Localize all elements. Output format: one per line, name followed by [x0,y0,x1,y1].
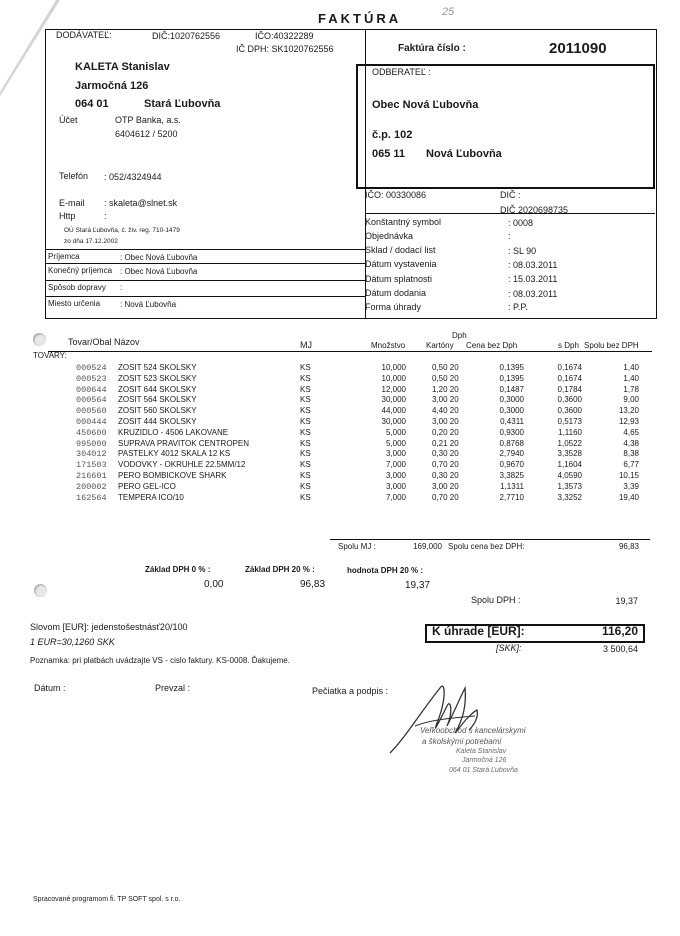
cell-qty: 3,000 [385,449,406,459]
constant-symbol-value: : 0008 [508,218,534,228]
cell-name: PASTELKY 4012 SKALA 12 KS [118,449,231,459]
order-value: : [508,231,511,241]
email-value: : skaleta@slnet.sk [104,198,178,208]
divider [45,263,365,264]
amount-due-skk-label: [SKK]: [496,643,522,653]
sum-mj-label: Spolu MJ : [338,542,376,551]
divider [45,249,365,250]
sum-mj-value: 169,000 [413,542,442,551]
supplier-street: Jarmočná 126 [75,80,149,92]
cell-total: 3,39 [623,481,639,491]
amount-due-label: K úhrade [EUR]: [432,624,525,638]
punch-hole [34,584,47,597]
stamp-signature-label: Pečiatka a podpis : [312,686,389,696]
cell-price: 2,7710 [499,492,524,502]
cell-price-vat: 0,1784 [557,384,582,394]
cell-price: 2,7940 [499,449,524,459]
date-label: Dátum : [34,683,66,693]
cell-price: 3,3825 [499,471,524,480]
supplier-city: Stará Ľubovňa [144,98,221,110]
cell-name: ZOSIT 444 SKOLSKY [118,417,197,426]
sum-price-label: Spolu cena bez DPH: [448,542,525,551]
customer-street: č.p. 102 [372,129,413,141]
cell-cartons: 0,30 20 [432,449,459,459]
customer-city: Nová Ľubovňa [426,148,502,160]
due-date-value: : 15.03.2011 [508,274,558,284]
cell-total: 6,77 [623,460,639,470]
vat-20-label: hodnota DPH 20 % : [347,566,424,575]
cell-name: ZOSIT 644 SKOLSKY [118,384,197,394]
cell-cartons: 0,50 20 [432,373,459,383]
cell-price-vat: 0,3600 [557,406,582,416]
amount-due-skk: 3 500,64 [602,644,638,654]
phone-label: Telefón [59,171,89,181]
col-mj-header: MJ [300,340,312,350]
cell-mj: KS [300,417,311,426]
cell-price-vat: 0,5173 [557,417,582,426]
handwritten-signature [385,668,495,768]
cell-name: TEMPERA ICO/10 [118,492,184,502]
recipient-value: : Obec Nová Ľubovňa [120,253,198,262]
constant-symbol-label: Konštantný symbol [365,217,442,227]
customer-ico: IČO: 00330086 [365,190,427,200]
customer-box [356,64,655,189]
signature-stroke [390,686,477,753]
cell-name: PERO GEL-ICO [118,481,176,491]
cell-name: ZOSIT 524 SKOLSKY [118,363,197,372]
invoice-number: 2011090 [549,40,607,57]
bank-account: 6404612 / 5200 [115,129,178,139]
vat-base-20-value: 96,83 [300,579,326,590]
cell-total: 19,40 [618,492,639,502]
final-recipient-label: Konečný príjemca [48,266,113,275]
cell-name: VODOVKY - OKRUHLE 22.5MM/12 [118,460,246,470]
cell-code: 000564 [76,395,107,406]
cell-price-vat: 1,3573 [557,481,582,491]
cell-price: 0,1487 [499,384,524,394]
amount-in-words: Slovom [EUR]: jedenstošestnásť20/100 [30,622,188,632]
destination-label: Miesto určenia [48,299,101,308]
recipient-label: Príjemca [48,252,80,261]
cell-cartons: 4,40 20 [432,406,459,416]
cell-code: 995000 [76,438,107,449]
cell-name: ZOSIT 560 SKOLSKY [118,406,197,416]
punch-hole [33,333,46,346]
cell-qty: 10,000 [381,373,406,383]
cell-name: ZOSIT 523 SKOLSKY [118,373,197,383]
supplier-label: DODÁVATEĽ: [56,30,112,40]
stamp-line: Jarmočná 126 [462,757,507,764]
cell-qty: 3,000 [385,481,406,491]
cell-price: 0,1395 [499,363,524,372]
cell-cartons: 1,20 20 [432,384,459,394]
cell-price-vat: 0,1674 [557,363,582,372]
payment-form-value: : P.P. [508,302,528,312]
cell-price: 0,1395 [499,373,524,383]
cell-qty: 5,000 [385,438,406,448]
cell-cartons: 0,70 20 [432,460,459,470]
amount-due-eur: 116,20 [601,624,638,638]
cell-mj: KS [300,492,311,502]
trade-register: OÚ Stará Ľubovňa, č. živ. reg. 710-1479 [64,227,180,234]
due-date-label: Dátum splatnosti [365,274,433,284]
cell-qty: 7,000 [385,460,406,470]
cell-code: 000444 [76,417,107,427]
stamp-line: Veľkoobchod s kancelárskymi [420,726,526,735]
exchange-rate: 1 EUR=30,1260 SKK [30,637,115,647]
cell-code: 304012 [76,449,107,460]
cell-cartons: 3,00 20 [432,417,459,426]
destination-value: : Nová Ľubovňa [120,300,177,309]
cell-mj: KS [300,471,311,480]
cell-name: KRUZIDLO - 4506 LAKOVANE [118,427,229,437]
customer-name: Obec Nová Ľubovňa [372,99,479,111]
cell-mj: KS [300,363,311,372]
cell-cartons: 0,20 20 [432,427,459,437]
cell-code: 000644 [76,384,107,395]
cell-qty: 44,000 [381,406,406,416]
cell-price-vat: 0,1674 [557,373,582,383]
cell-price-vat: 3,3528 [557,449,582,459]
cell-mj: KS [300,438,311,448]
cell-code: 216601 [76,471,107,481]
transport-label: Spôsob dopravy [48,283,106,292]
bank-account-label: Účet [59,115,78,125]
cell-price: 0,3000 [499,395,524,405]
cell-code: 200002 [76,481,107,492]
vat-20-value: 19,37 [405,580,431,591]
cell-price: 0,8768 [499,438,524,448]
group-label: TOVARY: [33,351,67,360]
supplier-ic-dph: IČ DPH: SK1020762556 [236,44,334,54]
cell-mj: KS [300,460,311,470]
total-vat-label: Spolu DPH : [471,595,521,605]
delivery-note-value: : SL 90 [508,246,537,256]
vat-base-20-label: Základ DPH 20 % : [245,565,315,574]
cell-code: 000523 [76,373,107,384]
invoice-number-label: Faktúra číslo : [398,43,466,54]
cell-price: 1,1311 [500,481,524,491]
col-qty-header: Množstvo [371,341,406,350]
document-title: FAKTÚRA [318,11,402,26]
cell-cartons: 3,00 20 [432,395,459,405]
cell-price-vat: 1,1160 [558,427,582,437]
supplier-ico: IČO:40322289 [255,31,314,41]
customer-dic-label: DIČ : [500,190,521,200]
cell-price: 0,4311 [500,417,524,426]
cell-price-vat: 4,0590 [557,471,582,480]
cell-name: ZOSIT 564 SKOLSKY [118,395,197,405]
cell-total: 1,40 [623,363,639,372]
transport-value: : [120,283,123,292]
cell-mj: KS [300,427,311,437]
delivery-note-label: Sklad / dodací list [365,245,436,255]
sum-rule [330,539,650,540]
cell-qty: 3,000 [385,471,406,480]
signature-stroke [415,716,475,726]
total-vat-value: 19,37 [615,596,638,606]
payment-form-label: Forma úhrady [365,302,422,312]
col-dph-header: Dph [452,331,467,340]
cell-mj: KS [300,449,311,459]
customer-label: ODBERATEĽ : [372,67,431,77]
cell-price-vat: 1,0522 [557,438,582,448]
divider [45,296,365,297]
cell-cartons: 0,50 20 [432,363,459,372]
customer-zip: 065 11 [372,148,406,160]
bank-name: OTP Banka, a.s. [115,115,181,125]
cell-total: 10,15 [618,471,639,480]
cell-qty: 10,000 [381,363,406,372]
phone-value: : 052/4324944 [104,172,162,182]
cell-total: 1,78 [623,384,639,394]
pencil-note: 25 [442,6,455,18]
cell-price-vat: 3,3252 [557,492,582,502]
cell-qty: 5,000 [385,427,406,437]
received-by-label: Prevzal : [155,683,191,693]
issue-date-value: : 08.03.2011 [508,260,558,270]
cell-price-vat: 0,3600 [557,395,582,405]
cell-qty: 30,000 [381,395,406,405]
order-label: Objednávka [365,231,414,241]
divider [45,280,365,281]
cell-name: PERO BOMBICKOVE SHARK [118,471,227,480]
http-value: : [104,211,107,221]
sum-total-value: 96,83 [618,542,639,551]
footer-software: Spracované programom fi. TP SOFT spol. s r.o. [33,896,181,903]
stamp-line: Kaleta Stanislav [456,748,507,755]
col-name-header: Tovar/Obal Názov [68,337,140,347]
table-header-rule [48,351,652,352]
final-recipient-value: : Obec Nová Ľubovňa [120,267,198,276]
cell-mj: KS [300,373,311,383]
cell-mj: KS [300,395,311,405]
customer-dic: DIČ 2020698735 [500,205,569,215]
stamp-line: a školskými potrebami [422,737,502,746]
cell-mj: KS [300,384,311,394]
stamp-line: 064 01 Stará Ľubovňa [449,767,518,774]
cell-name: SUPRAVA PRAVITOK CENTROPEN [118,438,249,448]
cell-price-vat: 1,1604 [557,460,582,470]
cell-total: 8,38 [623,449,639,459]
cell-code: 000524 [76,363,107,373]
col-total-header: Spolu bez DPH [584,341,639,350]
cell-total: 9,00 [623,395,639,405]
cell-qty: 12,000 [381,384,406,394]
cell-qty: 7,000 [385,492,406,502]
cell-total: 4,65 [623,427,639,437]
cell-total: 12,93 [618,417,639,426]
trade-register-date: zo dňa 17.12.2002 [64,238,118,245]
cell-price: 0,3000 [499,406,524,416]
cell-price: 0,9300 [499,427,524,437]
cell-cartons: 3,00 20 [432,481,459,491]
vat-base-0-label: Základ DPH 0 % : [145,565,211,574]
cell-qty: 30,000 [381,417,406,426]
cell-total: 4,38 [623,438,639,448]
vat-base-0-value: 0,00 [204,579,224,590]
cell-price: 0,9670 [499,460,524,470]
cell-cartons: 0,70 20 [432,492,459,502]
cell-code: 162564 [76,492,107,503]
delivery-date-value: : 08.03.2011 [508,289,558,299]
supplier-name: KALETA Stanislav [75,61,170,73]
issue-date-label: Dátum vystavenia [365,259,437,269]
cell-code: 450600 [76,427,107,438]
cell-total: 1,40 [623,373,639,383]
cell-mj: KS [300,406,311,416]
supplier-dic: DIČ:1020762556 [152,31,221,41]
cell-cartons: 0,30 20 [432,471,459,480]
cell-code: 171503 [76,460,107,471]
http-label: Http [59,211,76,221]
cell-code: 000560 [76,406,107,417]
cell-cartons: 0,21 20 [432,438,459,448]
email-label: E-mail [59,198,85,208]
col-price-vat-header: s Dph [558,341,579,350]
supplier-zip: 064 01 [75,98,109,110]
col-price-header: Cena bez Dph [466,341,518,350]
cell-mj: KS [300,481,311,491]
delivery-date-label: Dátum dodania [365,288,427,298]
col-cartons-header: Kartóny [426,341,454,350]
cell-total: 13,20 [618,406,639,416]
payment-note: Poznamka: pri platbách uvádzajte VS - cislo faktury. KS-0008. Ďakujeme. [30,656,290,665]
